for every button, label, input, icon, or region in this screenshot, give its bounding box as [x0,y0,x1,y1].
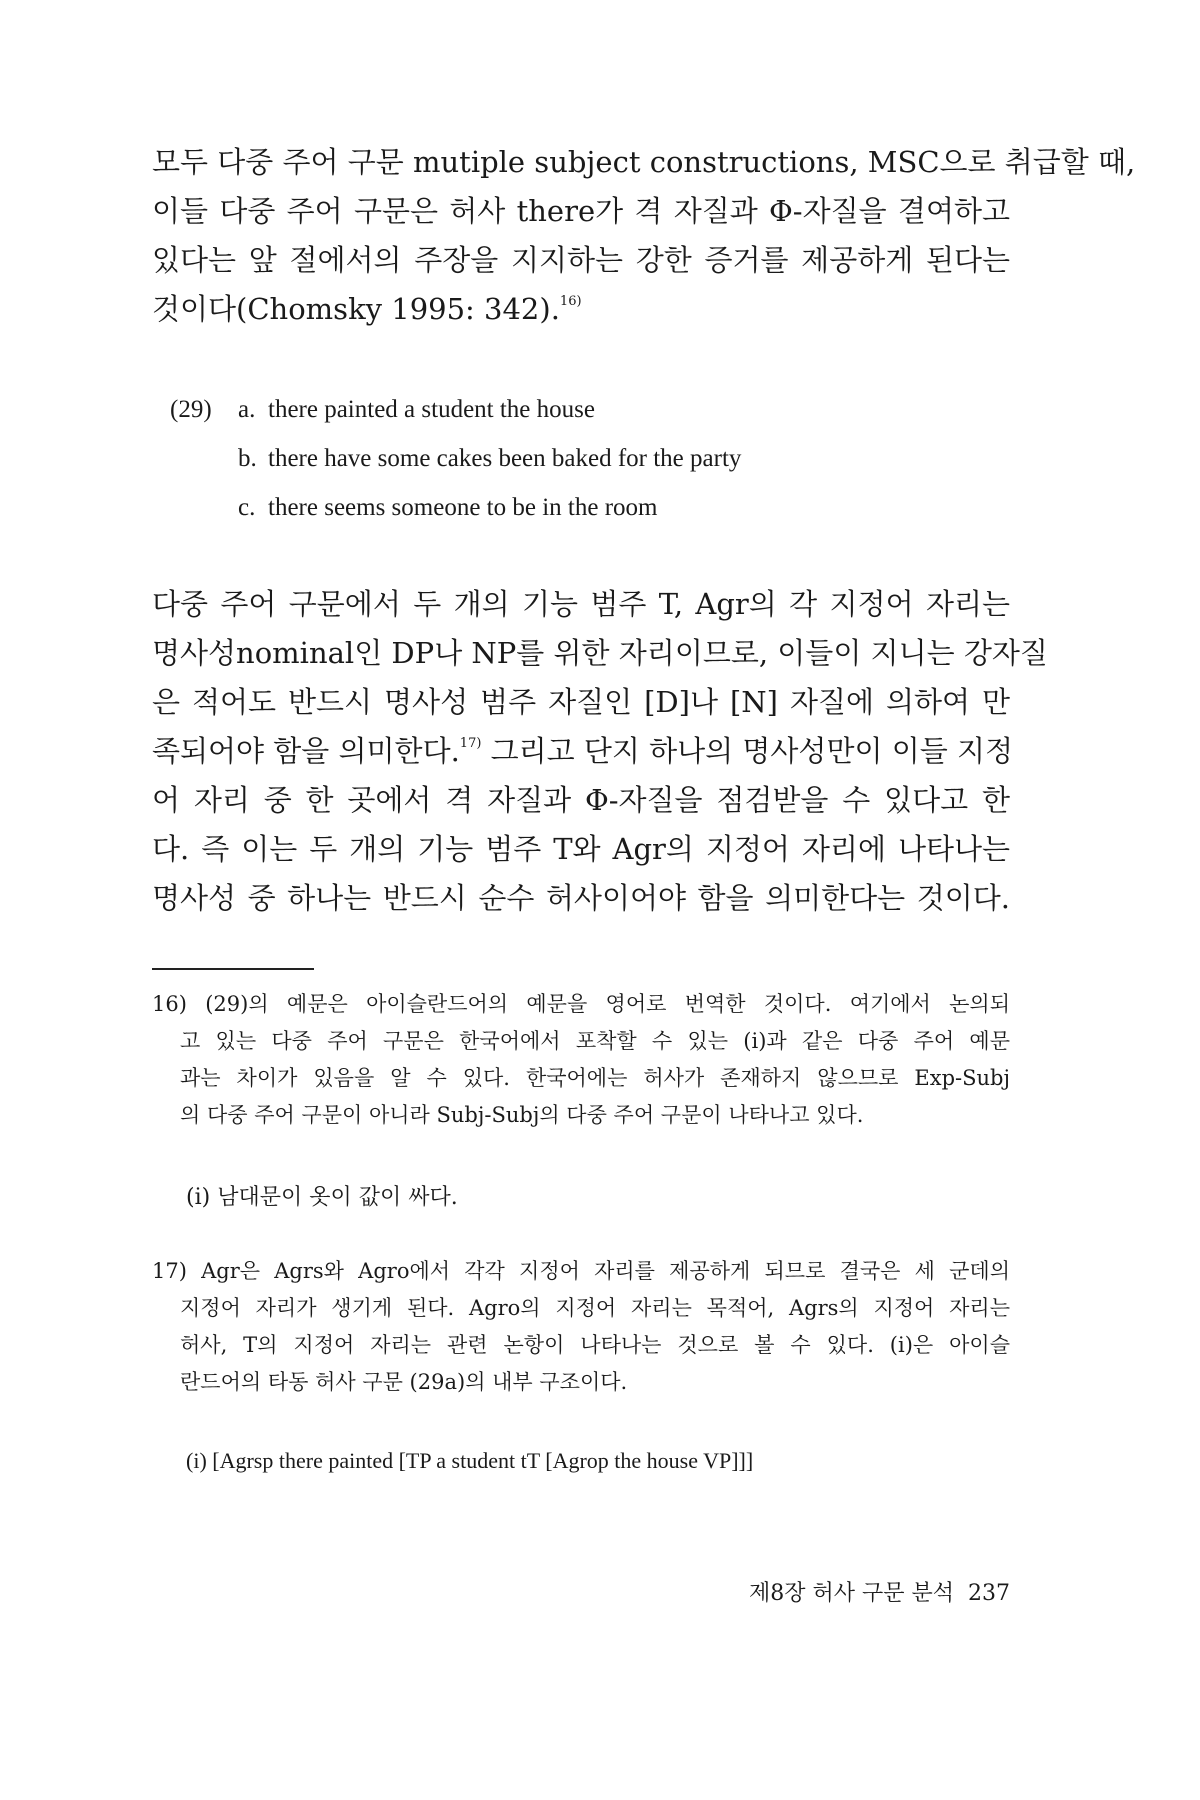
text-line: 모두 다중 주어 구문 mutiple subject constructions, MSC으로 취급할 때, [152,145,1136,179]
example-29 [170,385,741,532]
text-line: 다. 즉 이는 두 개의 기능 범주 T와 Agr의 지정어 자리에 나타나는 [152,832,1010,866]
text-line: 어 자리 중 한 곳에서 격 자질과 Φ-자질을 점검받을 수 있다고 한 [152,783,1010,817]
example-row-c [170,483,741,532]
footnote-line: 16) (29)의 예문은 아이슬란드어의 예문을 영어로 번역한 것이다. 여기에서 논의되 [152,992,1010,1016]
example-text: there painted a student the house [268,396,595,423]
footnote-17 [152,1253,1010,1401]
example-text: there have some cakes been baked for the party [268,445,742,472]
footnote-line: 지정어 자리가 생기게 된다. Agro의 지정어 자리는 목적어, Agrs의 지정어 자리는 [180,1296,1010,1320]
footnote-16-example: (i) 남대문이 옷이 값이 싸다. [186,1185,458,1210]
example-row-b [170,434,741,483]
example-letter: c. [238,494,256,521]
text-line-last [152,285,1010,334]
footnote-line: 과는 차이가 있음을 알 수 있다. 한국어에는 허사가 존재하지 않으므로 Exp-Subj [180,1066,1010,1090]
footnote-ref-16[interactable]: 16) [559,294,582,309]
page-footer [749,1576,1010,1607]
text-line: 있다는 앞 절에서의 주장을 지지하는 강한 증거를 제공하게 된다는 [152,243,1010,277]
example-number: (29) [170,396,212,423]
footnote-17-example: (i) [Agrsp there painted [TP a student tT [Agrop the house VP]]] [186,1448,754,1473]
paragraph-1 [152,138,1136,334]
footnote-ref-17[interactable]: 17) [459,736,482,751]
footnote-line: 허사, T의 지정어 자리는 관련 논항이 나타나는 것으로 볼 수 있다. (i)은 아이슬 [180,1333,1010,1357]
text-line: 그리고 단지 하나의 명사성만이 이들 지정 [490,734,1013,768]
text-line: 명사성 중 하나는 반드시 순수 허사이어야 함을 의미한다는 것이다. [152,881,1010,915]
example-row-a [170,385,741,434]
chapter-title: 제8장 허사 구문 분석 [749,1581,954,1606]
text-line: 것이다(Chomsky 1995: 342). [152,292,560,326]
example-text: there seems someone to be in the room [268,494,658,521]
footnote-line: 고 있는 다중 주어 구문은 한국어에서 포착할 수 있는 (i)과 같은 다중 주어 예문 [180,1029,1010,1053]
paragraph-2 [152,580,1048,923]
footnote-16 [152,986,1010,1134]
text-line: 이들 다중 주어 구문은 허사 there가 격 자질과 Φ-자질을 결여하고 [152,194,1010,228]
text-line: 명사성nominal인 DP나 NP를 위한 자리이므로, 이들이 지니는 강자질 [152,636,1048,670]
text-line: 은 적어도 반드시 명사성 범주 자질인 [D]나 [N] 자질에 의하여 만 [152,685,1010,719]
text-line-mixed [152,727,1013,776]
footnote-line: 의 다중 주어 구문이 아니라 Subj-Subj의 다중 주어 구문이 나타나고 있다. [180,1103,864,1127]
page-number: 237 [968,1581,1010,1606]
text-line: 다중 주어 구문에서 두 개의 기능 범주 T, Agr의 각 지정어 자리는 [152,587,1010,621]
footnote-line: 17) Agr은 Agrs와 Agro에서 각각 지정어 자리를 제공하게 되므로 결국은 세 군데의 [152,1259,1010,1283]
example-letter: b. [238,445,257,472]
example-letter: a. [238,396,256,423]
text-line: 족되어야 함을 의미한다. [152,734,460,768]
footnote-divider [152,968,314,970]
footnote-line: 란드어의 타동 허사 구문 (29a)의 내부 구조이다. [180,1370,628,1394]
